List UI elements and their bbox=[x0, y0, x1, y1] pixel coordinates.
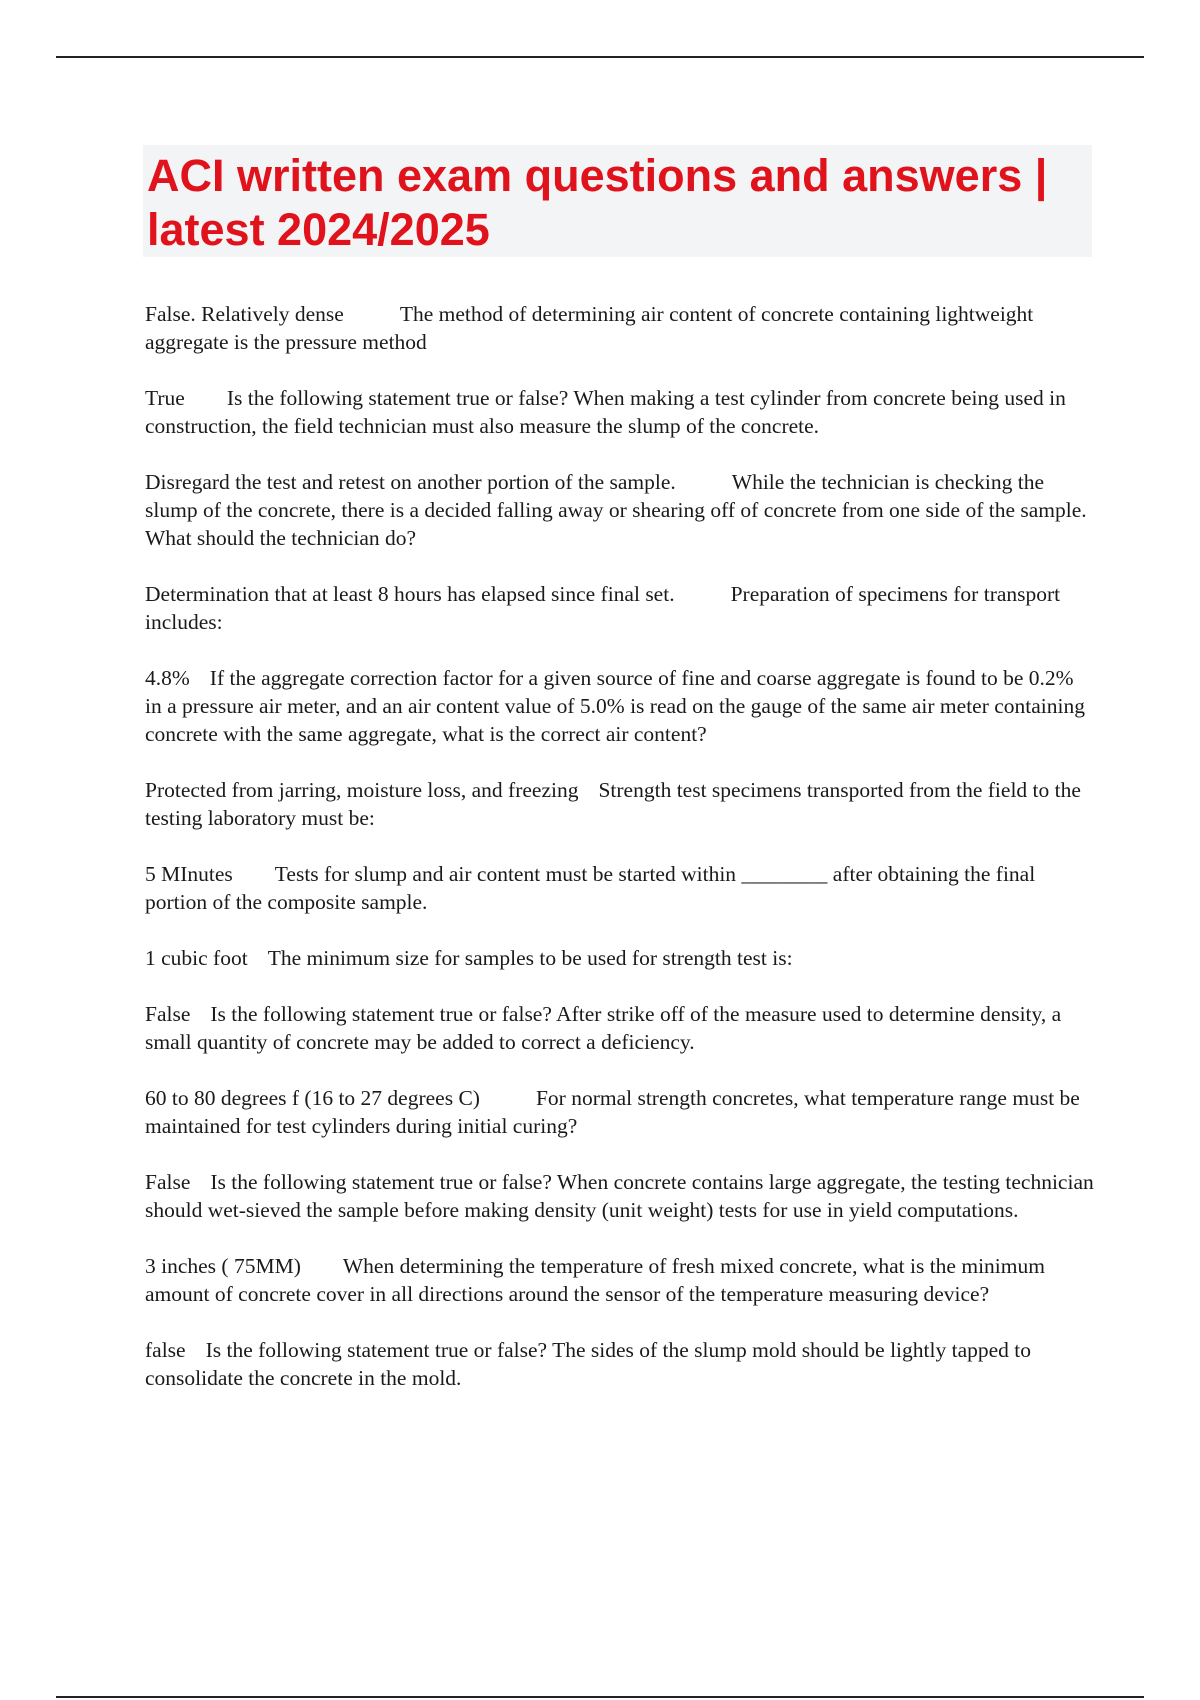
qa-answer: False bbox=[145, 1170, 191, 1194]
qa-item bbox=[145, 1000, 1095, 1056]
qa-answer: false bbox=[145, 1338, 186, 1362]
qa-question: Strength test specimens transported from the field to the testing laboratory must be: bbox=[145, 778, 1081, 830]
document-title: ACI written exam questions and answers | latest 2024/2025 bbox=[147, 150, 1048, 255]
qa-question: Is the following statement true or false? The sides of the slump mold should be lightly tapped to consolidate the concrete in the mold. bbox=[145, 1338, 1032, 1390]
qa-answer: Protected from jarring, moisture loss, and freezing bbox=[145, 778, 579, 802]
qa-item bbox=[145, 1252, 1095, 1308]
qa-answer: Disregard the test and retest on another portion of the sample. bbox=[145, 470, 676, 494]
qa-item bbox=[145, 944, 1095, 972]
qa-item bbox=[145, 1168, 1095, 1224]
qa-answer: True bbox=[145, 386, 185, 410]
qa-answer: 4.8% bbox=[145, 666, 190, 690]
title-banner bbox=[143, 145, 1092, 257]
qa-question: Preparation of specimens for transport includes: bbox=[145, 582, 1061, 634]
qa-item bbox=[145, 1336, 1095, 1392]
qa-list bbox=[145, 300, 1095, 1420]
qa-item bbox=[145, 776, 1095, 832]
qa-answer: 1 cubic foot bbox=[145, 946, 248, 970]
qa-answer: Determination that at least 8 hours has elapsed since final set. bbox=[145, 582, 675, 606]
qa-answer: 5 MInutes bbox=[145, 862, 233, 886]
qa-question: Is the following statement true or false? When making a test cylinder from concrete being used in construction, the field technician must also measure the slump of the concrete. bbox=[145, 386, 1066, 438]
qa-question: Is the following statement true or false? When concrete contains large aggregate, the testing technician should wet-sieved the sample before making density (unit weight) tests for use in yield computations. bbox=[145, 1170, 1094, 1222]
qa-question: Is the following statement true or false? After strike off of the measure used to determine density, a small quantity of concrete may be added to correct a deficiency. bbox=[145, 1002, 1062, 1054]
qa-question: If the aggregate correction factor for a given source of fine and coarse aggregate is found to be 0.2% in a pressure air meter, and an air content value of 5.0% is read on the gauge of the same air meter containing concrete with the same aggregate, what is the correct air content? bbox=[145, 666, 1085, 746]
qa-item bbox=[145, 860, 1095, 916]
top-rule bbox=[56, 56, 1144, 58]
qa-answer: False. Relatively dense bbox=[145, 302, 344, 326]
qa-question: While the technician is checking the slump of the concrete, there is a decided falling away or shearing off of concrete from one side of the sample. What should the technician do? bbox=[145, 470, 1087, 550]
qa-item bbox=[145, 664, 1095, 748]
qa-question: Tests for slump and air content must be started within ________ after obtaining the final portion of the composite sample. bbox=[145, 862, 1036, 914]
qa-answer: False bbox=[145, 1002, 191, 1026]
qa-answer: 3 inches ( 75MM) bbox=[145, 1254, 301, 1278]
qa-item bbox=[145, 1084, 1095, 1140]
qa-item bbox=[145, 468, 1095, 552]
qa-item bbox=[145, 384, 1095, 440]
bottom-rule bbox=[56, 1696, 1144, 1698]
qa-question: When determining the temperature of fresh mixed concrete, what is the minimum amount of concrete cover in all directions around the sensor of the temperature measuring device? bbox=[145, 1254, 1045, 1306]
qa-question: For normal strength concretes, what temperature range must be maintained for test cylinders during initial curing? bbox=[145, 1086, 1080, 1138]
qa-question: The minimum size for samples to be used for strength test is: bbox=[267, 946, 793, 970]
qa-item bbox=[145, 580, 1095, 636]
qa-question: The method of determining air content of concrete containing lightweight aggregate is the pressure method bbox=[145, 302, 1034, 354]
qa-item bbox=[145, 300, 1095, 356]
qa-answer: 60 to 80 degrees f (16 to 27 degrees C) bbox=[145, 1086, 480, 1110]
